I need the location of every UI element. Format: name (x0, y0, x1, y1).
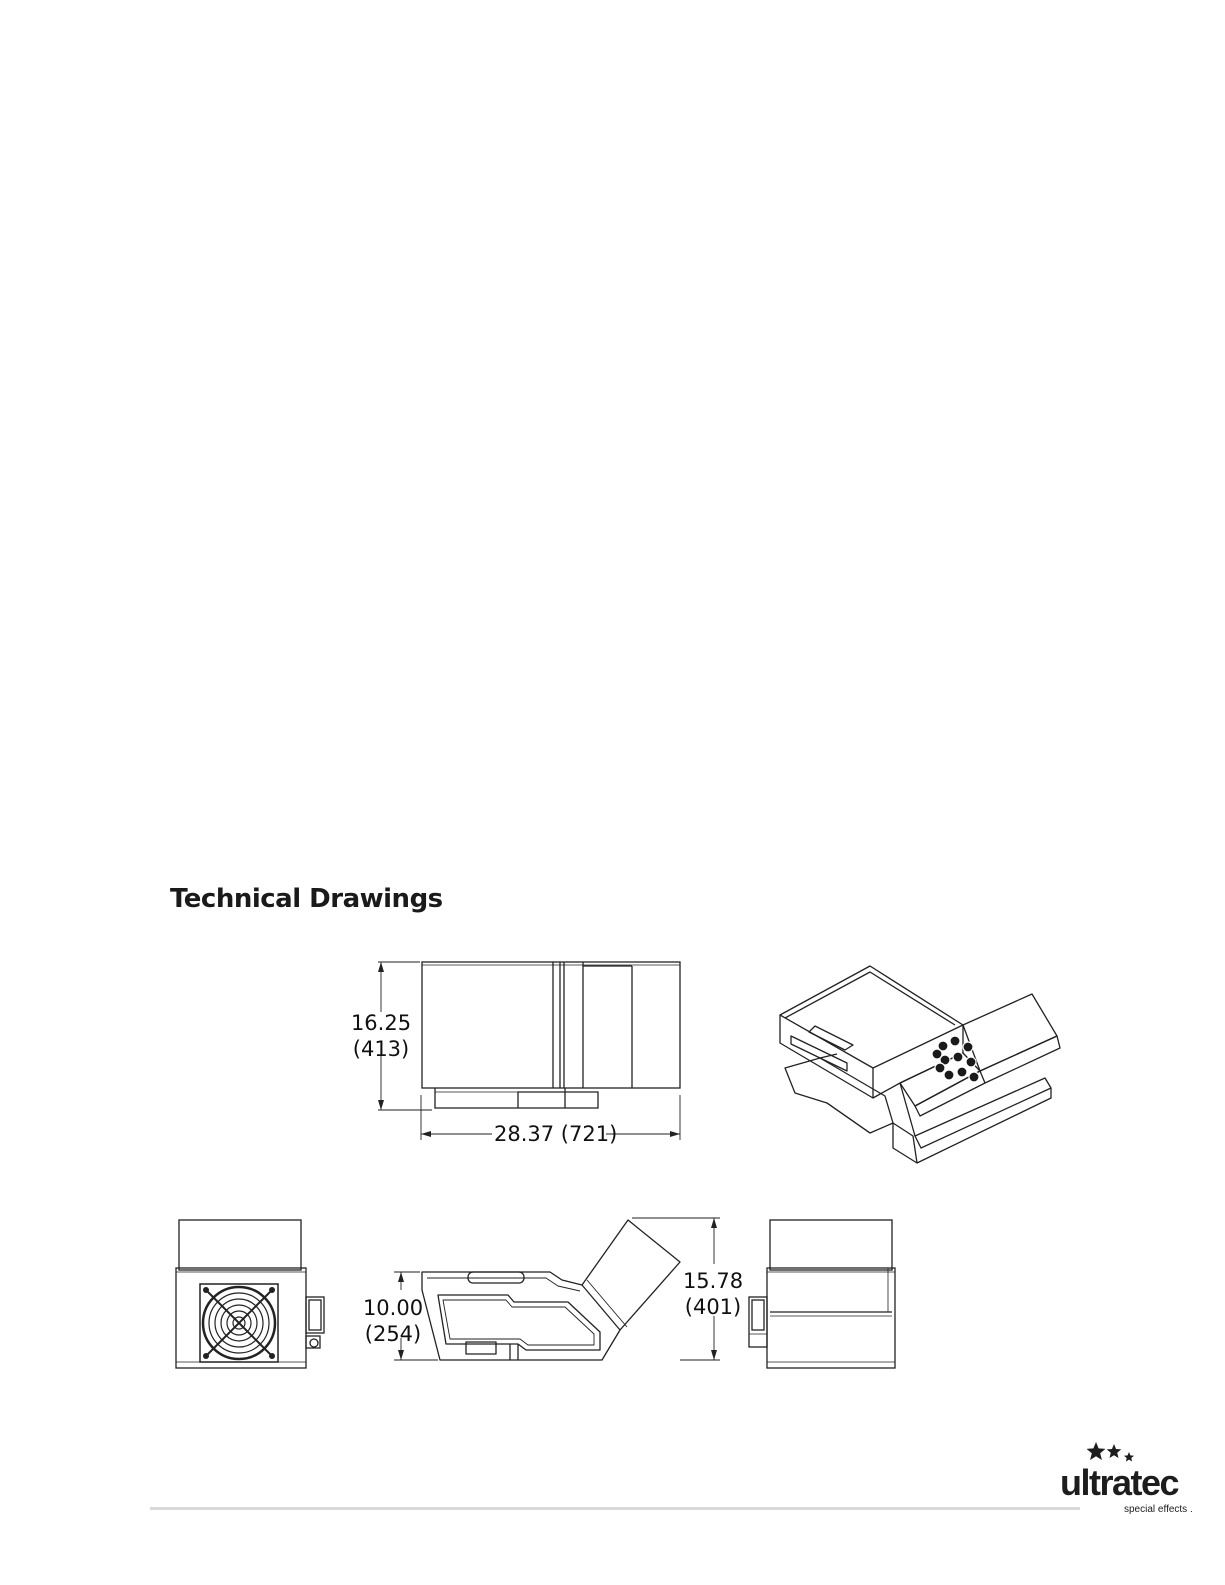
side-view-total-height-dimension (680, 1268, 746, 1320)
top-view-height-metric: (413) (352, 1037, 410, 1061)
top-view-width-dimension: 28.37 (721) (494, 1122, 618, 1146)
ultratec-logo (1060, 1440, 1200, 1516)
front-view-drawing (170, 1212, 330, 1374)
side-view-height-value: 10.00 (362, 1296, 424, 1320)
logo-tagline: special effects . (1124, 1504, 1193, 1515)
section-title: Technical Drawings (170, 884, 443, 914)
side-view-total-height-value: 15.78 (682, 1269, 744, 1293)
isometric-drawing (775, 958, 1065, 1168)
side-view-drawing (380, 1210, 720, 1380)
side-view-total-height-metric: (401) (684, 1295, 742, 1319)
top-view-height-dimension (346, 1010, 416, 1062)
rear-view-drawing (740, 1212, 905, 1374)
side-view-height-metric: (254) (364, 1322, 422, 1346)
top-view-height-value: 16.25 (350, 1011, 412, 1035)
side-view-height-dimension (360, 1295, 426, 1347)
footer-divider (150, 1507, 1080, 1510)
logo-wordmark: ultratec (1060, 1462, 1179, 1503)
